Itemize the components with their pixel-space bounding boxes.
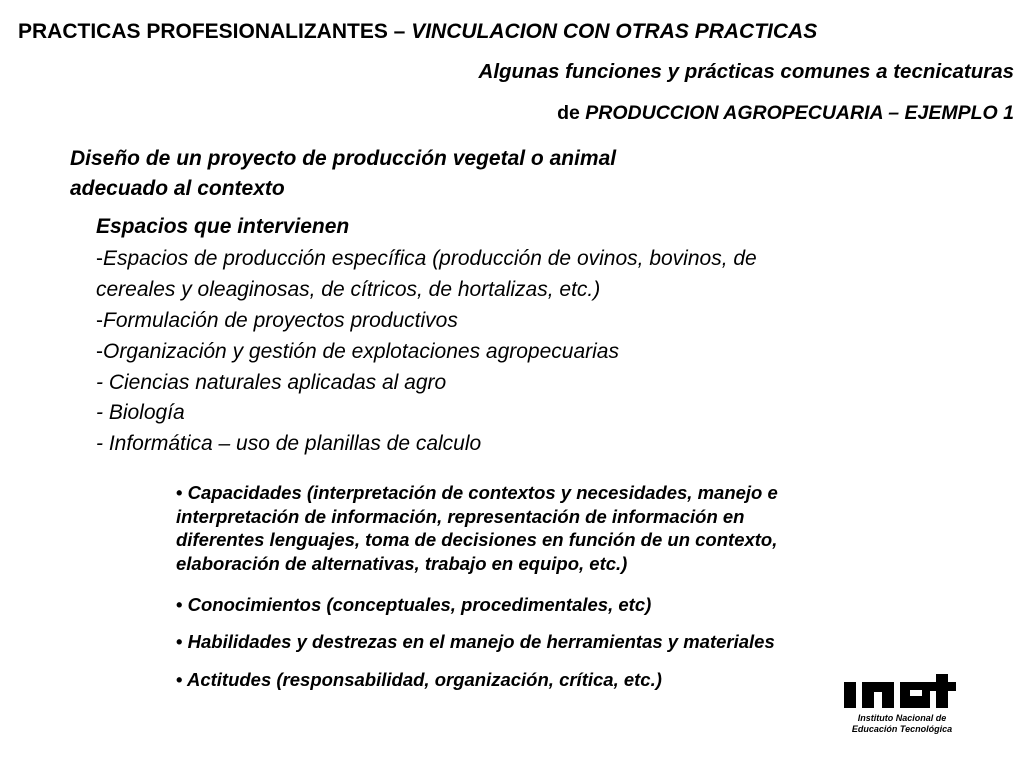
espacio-text: Organización y gestión de explotaciones agropecuarias — [103, 340, 619, 363]
espacio-text: Formulación de proyectos productivos — [103, 309, 458, 332]
project-heading — [70, 144, 616, 204]
logo-line-2: Educación Tecnológica — [851, 724, 953, 734]
bullet-dot: • — [176, 669, 183, 690]
bullet-habilidades — [176, 630, 775, 654]
subtitle-line-2 — [557, 102, 1014, 125]
capacidades-line: diferentes lenguajes, toma de decisiones en función de un contexto, — [176, 529, 778, 550]
conocimientos-text: Conocimientos (conceptuales, procedimentales, etc) — [187, 594, 652, 615]
capacidades-line: elaboración de alternativas, trabajo en equipo, etc.) — [176, 552, 628, 574]
espacios-heading: Espacios que intervienen — [96, 215, 350, 238]
logo-line-1: Instituto Nacional de — [857, 713, 947, 723]
title-italic: VINCULACION CON OTRAS PRACTICAS — [411, 20, 818, 43]
bullet-capacidades — [176, 481, 778, 575]
espacio-text: Espacios de producción específica (producción de ovinos, bovinos, de — [103, 247, 757, 270]
espacio-text: cereales y oleaginosas, de cítricos, de hortalizas, etc.) — [96, 278, 601, 301]
espacio-item — [96, 401, 185, 425]
espacio-dash: - — [96, 247, 103, 270]
espacio-item — [96, 309, 458, 333]
title-main: PRACTICAS PROFESIONALIZANTES – — [18, 20, 412, 43]
espacio-dash: - — [96, 309, 103, 332]
project-line-1: Diseño de un proyecto de producción vegetal o animal — [70, 147, 617, 170]
espacio-item — [96, 278, 600, 302]
espacio-item — [96, 340, 619, 364]
actitudes-text: Actitudes (responsabilidad, organización, crítica, etc.) — [186, 669, 662, 690]
slide-title — [18, 20, 817, 44]
espacio-text: - Biología — [96, 401, 185, 424]
bullet-actitudes — [176, 668, 662, 692]
project-line-2: adecuado al contexto — [70, 177, 285, 200]
espacio-text: - Informática – uso de planillas de calculo — [96, 432, 482, 455]
subtitle-line-1: Algunas funciones y prácticas comunes a tecnicaturas — [478, 60, 1014, 83]
capacidades-line: interpretación de información, representación de información en — [176, 505, 745, 527]
subtitle-prefix: de — [557, 102, 586, 124]
espacio-item — [96, 247, 757, 271]
espacio-item — [96, 371, 446, 395]
capacidades-text: Capacidades (interpretación de contextos y necesidades, manejo e — [187, 482, 778, 503]
bullet-dot: • — [176, 631, 183, 652]
espacio-item — [96, 432, 481, 456]
capacidades-line — [176, 481, 778, 505]
espacio-text: - Ciencias naturales aplicadas al agro — [96, 371, 447, 394]
inet-logo — [832, 668, 972, 738]
habilidades-text: Habilidades y destrezas en el manejo de herramientas y materiales — [187, 631, 775, 652]
bullet-conocimientos — [176, 593, 651, 617]
espacio-dash: - — [96, 340, 103, 363]
subtitle-main: PRODUCCION AGROPECUARIA – EJEMPLO 1 — [585, 102, 1014, 124]
inet-logo-mark — [840, 668, 964, 710]
bullet-dot: • — [176, 594, 183, 615]
bullet-dot: • — [176, 482, 183, 503]
